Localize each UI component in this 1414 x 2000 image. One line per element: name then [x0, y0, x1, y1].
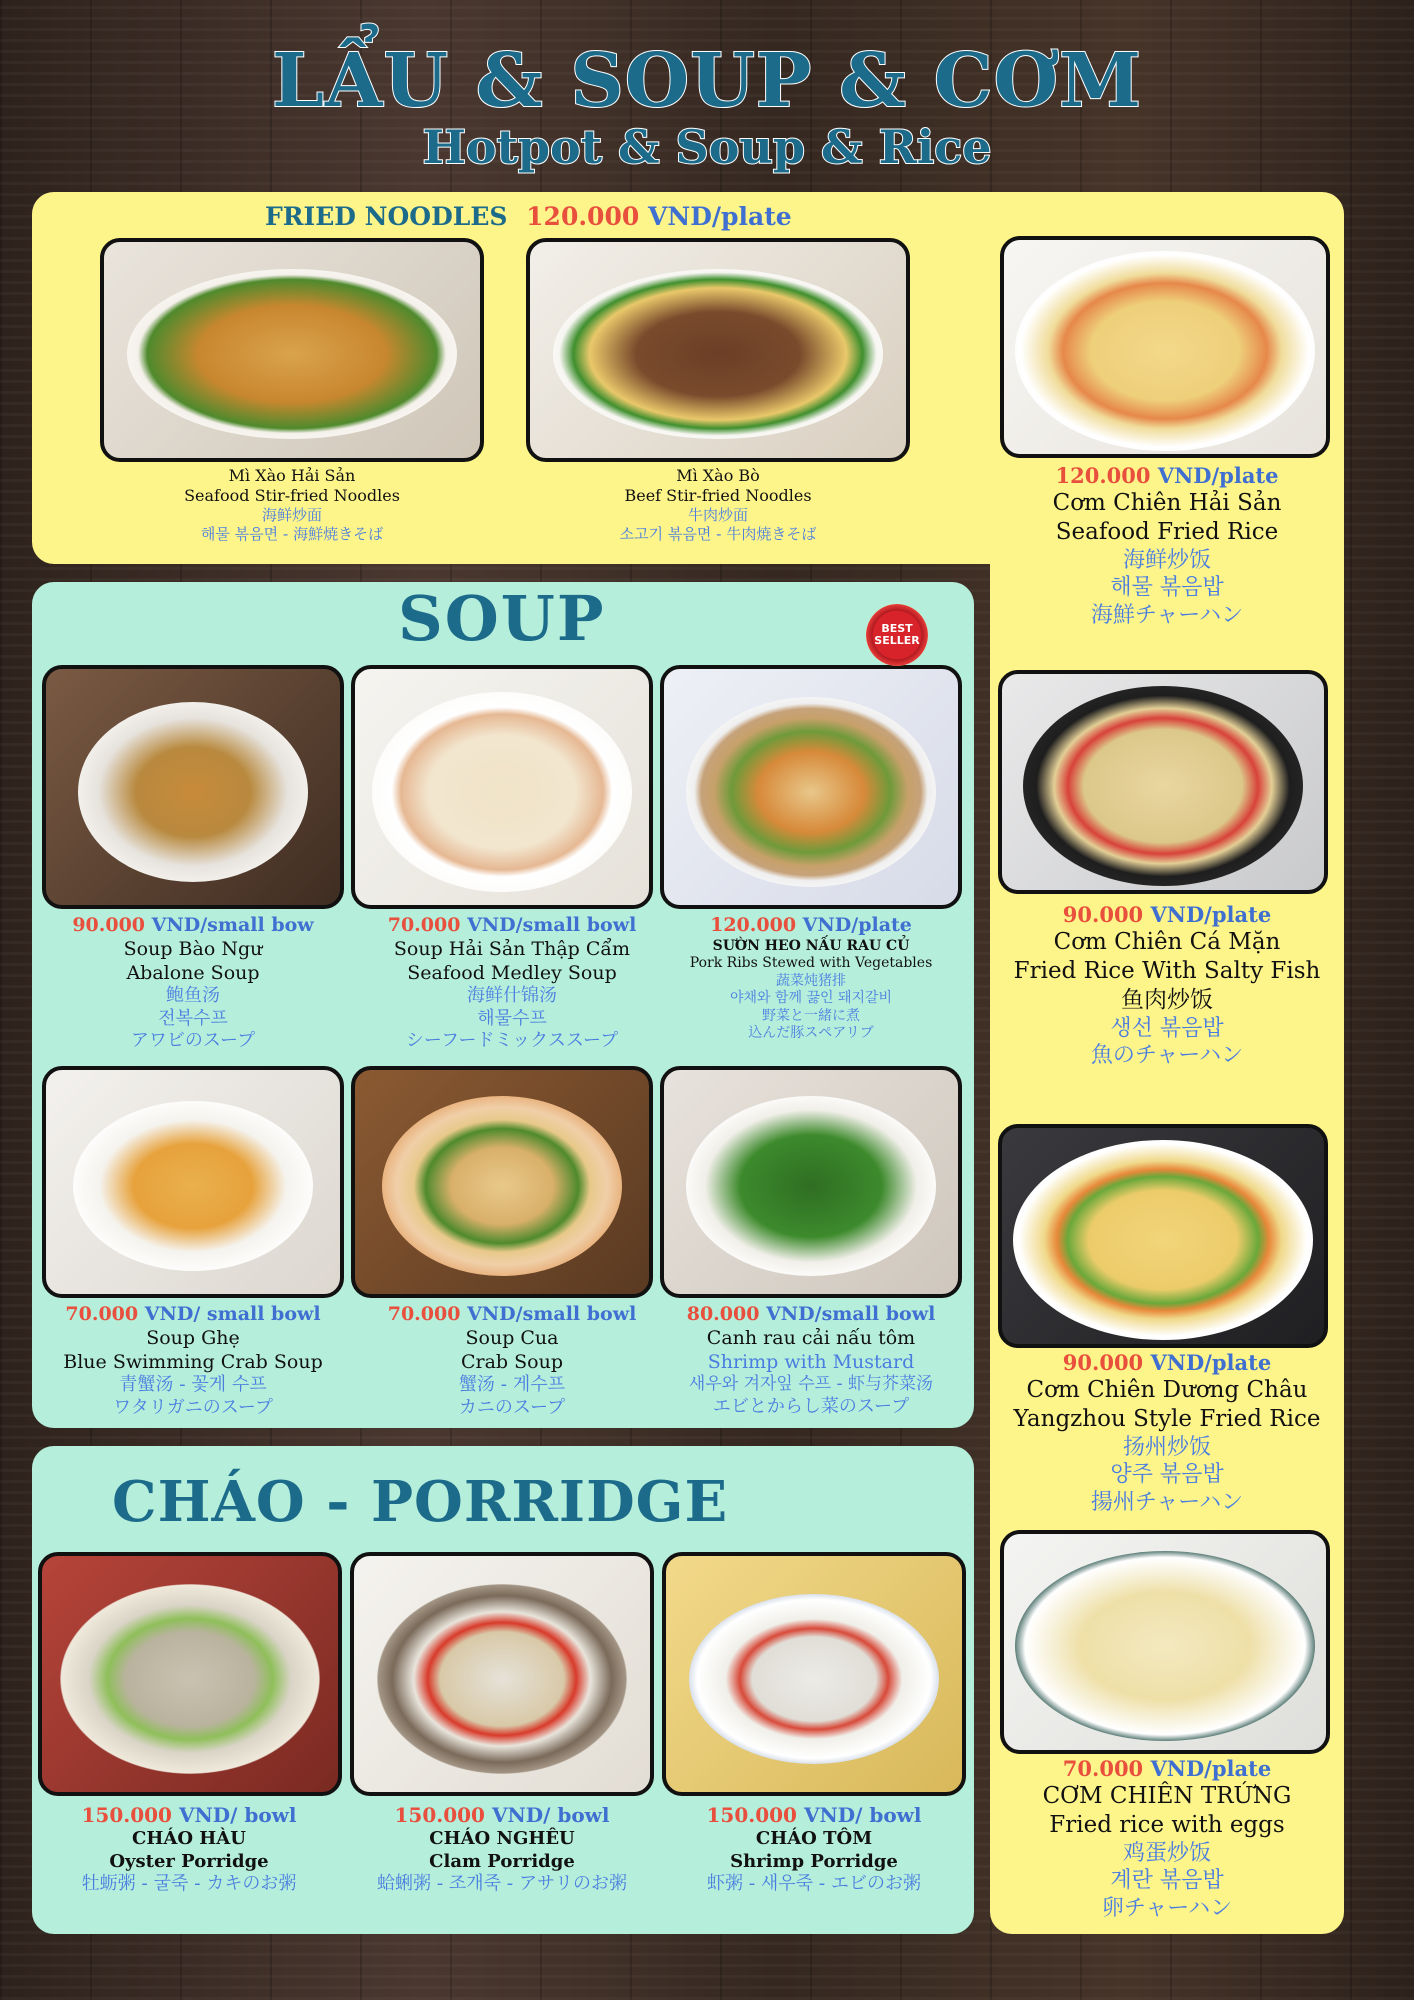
soup-heading: SOUP: [398, 582, 606, 655]
soup-caption-cua: [362, 1303, 662, 1419]
item-name-ko-ja: 해물 볶음면 - 海鮮焼きそば: [200, 524, 384, 543]
item-price: 90.000 VND/plate: [1062, 902, 1272, 927]
item-name-vn: CHÁO TÔM: [755, 1828, 873, 1849]
item-name-vn: Mì Xào Hải Sản: [228, 466, 356, 485]
item-name-zh: 蔬菜炖猪排: [776, 972, 846, 989]
item-name-asian: 蛤蜊粥 - 조개죽 - アサリのお粥: [376, 1873, 628, 1894]
soup-caption-pork-ribs: [660, 914, 962, 1043]
item-name-vn: Cơm Chiên Dương Châu: [1026, 1377, 1308, 1404]
item-name-asian: 虾粥 - 새우죽 - エビのお粥: [706, 1873, 922, 1894]
fried-noodles-heading: [265, 202, 792, 231]
pork-ribs-soup-photo: [660, 665, 962, 909]
beef-noodles-photo: [526, 238, 910, 462]
item-name-ja-1: 野菜と一緒に煮: [762, 1007, 860, 1024]
item-name-vn: Soup Bào Ngư: [123, 937, 263, 960]
porridge-caption-oyster: [30, 1803, 348, 1896]
egg-fried-rice-photo: [1000, 1530, 1330, 1754]
item-name-en: Seafood Fried Rice: [1055, 519, 1279, 545]
item-price: 90.000 VND/plate: [1062, 1350, 1272, 1375]
item-name-ja: 魚のチャーハン: [1090, 1043, 1244, 1068]
item-name-en: Seafood Medley Soup: [407, 961, 617, 984]
item-name-en: Shrimp Porridge: [730, 1850, 898, 1872]
fried-noodles-unit: VND/plate: [647, 202, 792, 231]
soup-caption-seafood-medley: [351, 914, 673, 1053]
salty-fish-fried-rice-photo: [998, 670, 1328, 894]
item-name-zh-ko: 蟹汤 - 게수프: [458, 1374, 566, 1396]
item-name-zh: 扬州炒饭: [1122, 1434, 1211, 1460]
item-price: 70.000 VND/plate: [1062, 1756, 1272, 1781]
item-name-ja: カニのスープ: [458, 1396, 566, 1418]
item-name-ko: 전복수프: [158, 1007, 228, 1029]
item-name-en: Fried Rice With Salty Fish: [1013, 958, 1321, 984]
fried-noodles-price: 120.000: [526, 202, 640, 231]
menu-title: LẨU & SOUP & CƠM: [272, 38, 1142, 124]
rice-caption-salty-fish: [990, 902, 1344, 1070]
seafood-medley-soup-photo: [351, 665, 653, 909]
item-name-vn: Cơm Chiên Cá Mặn: [1053, 929, 1281, 956]
yangzhou-fried-rice-photo: [998, 1124, 1328, 1348]
item-name-ko: 해물수프: [477, 1007, 547, 1029]
abalone-soup-photo: [42, 665, 344, 909]
badge-line1: BEST: [881, 622, 913, 636]
item-name-en: Pork Ribs Stewed with Vegetables: [689, 955, 933, 972]
item-price: 150.000 VND/ bowl: [394, 1803, 610, 1827]
item-name-vn: CHÁO HÀU: [132, 1828, 246, 1849]
item-name-zh: 海鲜什锦汤: [467, 985, 557, 1007]
fried-noodles-title: FRIED NOODLES: [265, 202, 508, 231]
shrimp-porridge-photo: [662, 1552, 966, 1796]
item-name-en: Abalone Soup: [126, 961, 260, 984]
item-name-vn: Mì Xào Bò: [676, 466, 760, 485]
item-name-vn: Cơm Chiên Hải Sản: [1052, 490, 1282, 517]
item-name-en: Oyster Porridge: [109, 1850, 269, 1872]
item-name-ja: ワタリガニのスープ: [113, 1396, 273, 1418]
soup-caption-abalone: [42, 914, 344, 1053]
item-name-ja: シーフードミックススープ: [405, 1030, 619, 1052]
menu-subtitle: Hotpot & Soup & Rice: [422, 120, 992, 174]
item-price: 120.000 VND/plate: [1055, 463, 1279, 488]
item-name-zh: 鲍鱼汤: [166, 985, 220, 1007]
item-name-ko: 해물 볶음밥: [1110, 575, 1224, 601]
best-seller-badge: [866, 604, 928, 666]
item-price: 150.000 VND/ bowl: [706, 1803, 922, 1827]
item-name-zh: 牛肉炒面: [687, 506, 748, 524]
item-name-vn: Soup Ghẹ: [146, 1326, 240, 1349]
soup-caption-ghe: [30, 1303, 356, 1419]
porridge-heading: CHÁO - PORRIDGE: [112, 1469, 729, 1535]
item-name-zh: 鸡蛋炒饭: [1122, 1840, 1211, 1866]
item-name-vn: CHÁO NGHÊU: [429, 1828, 575, 1849]
item-name-ko-zh: 새우와 겨자잎 수프 - 虾与芥菜汤: [688, 1374, 934, 1395]
item-name-zh: 海鲜炒面: [261, 506, 322, 524]
item-name-ko: 계란 볶음밥: [1110, 1868, 1224, 1894]
item-name-en: Yangzhou Style Fried Rice: [1013, 1406, 1321, 1432]
crab-soup-ghe-photo: [42, 1066, 344, 1298]
item-name-en: Shrimp with Mustard: [707, 1350, 915, 1373]
item-price: 70.000 VND/ small bowl: [65, 1303, 321, 1325]
seafood-noodles-photo: [100, 238, 484, 462]
item-name-en: Fried rice with eggs: [1049, 1812, 1285, 1838]
item-name-ja-2: 込んだ豚スペアリブ: [748, 1025, 874, 1042]
oyster-porridge-photo: [38, 1552, 342, 1796]
item-name-ko: 생선 볶음밥: [1110, 1015, 1224, 1041]
item-name-ko: 야채와 함께 끓인 돼지갈비: [729, 990, 893, 1007]
item-name-vn: Soup Cua: [465, 1326, 559, 1349]
item-name-en: Blue Swimming Crab Soup: [63, 1350, 323, 1373]
crab-soup-cua-photo: [351, 1066, 653, 1298]
item-name-en: Clam Porridge: [429, 1850, 575, 1872]
item-name-en: Seafood Stir-fried Noodles: [184, 486, 400, 505]
seafood-fried-rice-photo: [1000, 236, 1330, 458]
item-name-vn: CƠM CHIÊN TRỨNG: [1042, 1783, 1292, 1810]
item-price: 70.000 VND/small bowl: [387, 914, 637, 936]
item-name-ja: アワビのスープ: [130, 1030, 256, 1052]
porridge-caption-clam: [350, 1803, 654, 1896]
clam-porridge-photo: [350, 1552, 654, 1796]
item-name-ko-ja: 소고기 볶음면 - 牛肉焼きそば: [619, 524, 817, 543]
soup-caption-mustard: [652, 1303, 970, 1418]
badge-line2: SELLER: [874, 634, 920, 647]
item-name-vn: Soup Hải Sản Thập Cẩm: [393, 937, 631, 960]
item-name-ko: 양주 볶음밥: [1110, 1462, 1224, 1488]
item-name-en: Crab Soup: [460, 1350, 563, 1373]
item-price: 70.000 VND/small bowl: [387, 1303, 637, 1325]
item-name-asian: 牡蛎粥 - 굴죽 - カキのお粥: [81, 1873, 297, 1894]
mustard-shrimp-soup-photo: [660, 1066, 962, 1298]
item-name-vn: SƯỜN HEO NẤU RAU CỦ: [712, 937, 910, 954]
item-name-zh: 鱼肉炒饭: [1121, 986, 1213, 1013]
rice-caption-seafood: [990, 463, 1344, 629]
item-price: 150.000 VND/ bowl: [81, 1803, 297, 1827]
item-name-ja: 卵チャーハン: [1101, 1895, 1233, 1921]
porridge-caption-shrimp: [662, 1803, 966, 1896]
item-price: 120.000 VND/plate: [710, 914, 912, 936]
item-name-en: Beef Stir-fried Noodles: [624, 486, 812, 505]
item-name-ja: エビとからし菜のスープ: [712, 1395, 910, 1417]
item-name-ja: 揚州チャーハン: [1090, 1489, 1244, 1515]
noodle-caption-seafood: [100, 466, 484, 544]
item-name-zh: 海鲜炒饭: [1122, 547, 1211, 573]
item-name-zh-ko: 青蟹汤 - 꽃게 수프: [119, 1374, 267, 1396]
item-price: 90.000 VND/small bow: [72, 914, 314, 936]
item-price: 80.000 VND/small bowl: [686, 1303, 936, 1325]
item-name-ja: 海鮮チャーハン: [1090, 602, 1244, 628]
rice-caption-yangzhou: [990, 1350, 1344, 1516]
item-name-vn: Canh rau cải nấu tôm: [706, 1326, 916, 1349]
rice-caption-egg: [990, 1756, 1344, 1922]
noodle-caption-beef: [526, 466, 910, 544]
